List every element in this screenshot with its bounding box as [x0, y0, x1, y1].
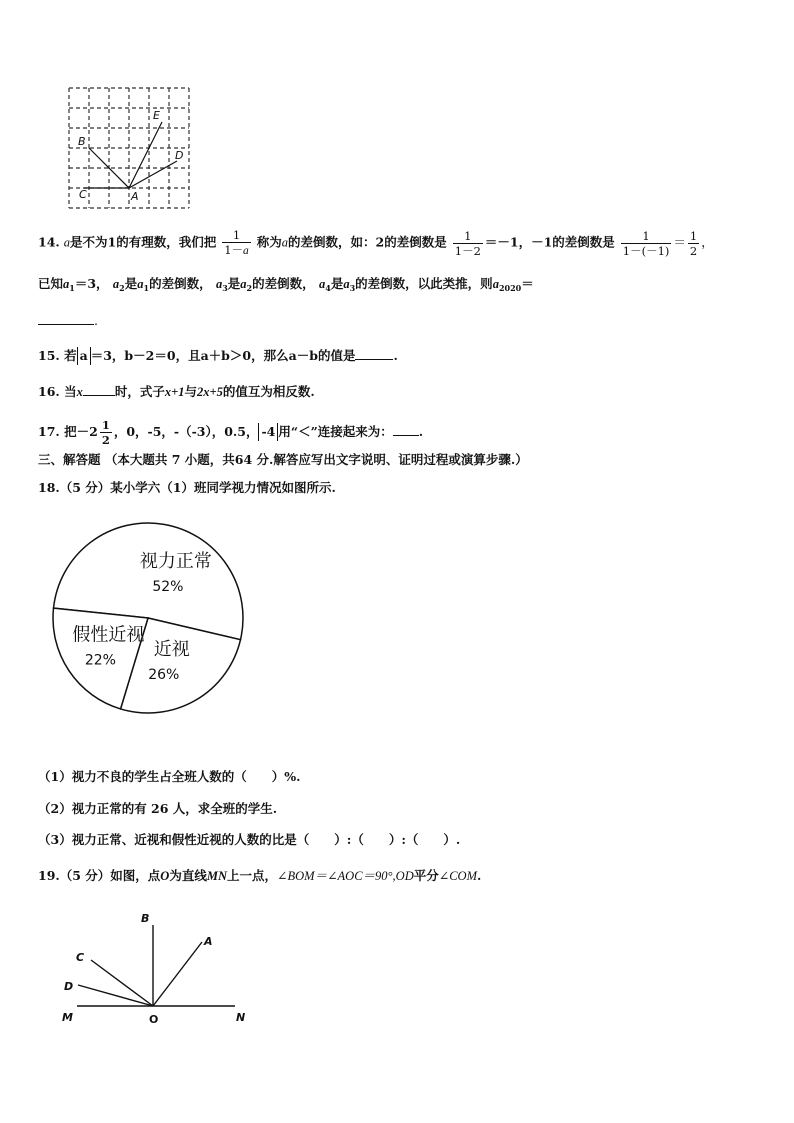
answer-blank[interactable]	[83, 383, 115, 396]
denominator: 1－2	[454, 243, 481, 258]
text: 用“＜”连接起来为：	[278, 424, 393, 439]
denominator: 2	[101, 433, 110, 447]
q17	[38, 418, 423, 447]
label-E: E	[153, 109, 160, 122]
text: 与	[184, 384, 198, 399]
denominator: 1－(－1)	[622, 243, 670, 258]
pie-slice-value-label: 26%	[148, 667, 180, 684]
text: 的差倒数，以此类推，则	[355, 276, 493, 291]
var-a: a	[492, 277, 499, 291]
text: ＝3，	[74, 276, 109, 291]
label-N: N	[236, 1011, 246, 1024]
subscript: 2	[119, 283, 125, 293]
text: 是	[330, 276, 344, 291]
label-C: C	[79, 188, 87, 201]
text: 称为	[256, 234, 282, 250]
label-O: O	[149, 1013, 159, 1026]
text: 的差倒数，	[252, 276, 315, 291]
q17-number: 17.	[38, 424, 60, 439]
var-a: a	[63, 235, 70, 250]
q14-line-1	[38, 228, 714, 258]
label-M: M	[62, 1011, 73, 1024]
text: ，	[701, 234, 714, 250]
q18-sub-2: （2）视力正常的有 26 人，求全班的学生.	[38, 801, 278, 816]
text: 是	[227, 276, 241, 291]
text: 19.（5 分）如图，点	[38, 868, 161, 883]
var-a: a	[137, 277, 144, 291]
label-A: A	[204, 935, 213, 948]
q14-number: 14.	[38, 234, 60, 250]
subscript: 3	[222, 283, 228, 293]
q16	[38, 383, 315, 401]
text: a	[79, 348, 88, 363]
subscript: 1	[69, 283, 75, 293]
denominator: 2	[689, 243, 698, 258]
subscript: 1	[143, 283, 150, 293]
fraction-1-over-1-minus-neg1	[621, 229, 672, 258]
text: .	[94, 313, 98, 328]
fraction-1-over-1-minus-a	[222, 228, 251, 258]
denominator	[222, 242, 251, 258]
text: 1－	[224, 243, 244, 257]
text: .	[477, 868, 482, 883]
q18-sub-1: （1）视力不良的学生占全班人数的（ ）%.	[38, 769, 301, 784]
label-D: D	[175, 149, 184, 162]
fraction-1-over-2	[100, 418, 112, 447]
text: ＝3，b－2＝0，且a＋b＞0，那么a－b的值是	[90, 348, 356, 363]
pie-slice-value-label: 52%	[152, 579, 184, 596]
text: 是不为	[69, 234, 108, 250]
q16-number: 16.	[38, 384, 60, 399]
q15	[38, 347, 398, 365]
point-O: O	[160, 869, 170, 883]
numerator: 1	[689, 228, 698, 243]
var-a: a	[343, 277, 350, 291]
grid-figure	[62, 85, 197, 215]
text: ＝	[521, 276, 534, 291]
line-MN: MN	[206, 869, 227, 883]
label-D: D	[64, 980, 74, 993]
subscript: 2	[246, 283, 253, 293]
q19-stem	[38, 867, 481, 885]
var-a: a	[319, 277, 326, 291]
q14-line-2	[38, 275, 534, 297]
var-x: x	[76, 385, 83, 399]
angle-figure	[55, 905, 265, 1030]
pie-slice-label: 假性近视	[72, 624, 145, 646]
subscript: 2020	[498, 283, 522, 293]
text: 上一点，	[227, 868, 278, 883]
var-a: a	[281, 235, 289, 250]
text: -4	[261, 424, 276, 439]
var-a: a	[215, 277, 223, 291]
answer-blank[interactable]	[38, 312, 94, 325]
q15-number: 15.	[38, 348, 60, 363]
label-A: A	[131, 190, 139, 203]
q18-stem: 18.（5 分）某小学六（1）班同学视力情况如图所示.	[38, 480, 336, 495]
ray-OC	[91, 960, 153, 1006]
label-B: B	[141, 912, 150, 925]
text: 的值互为相反数.	[222, 384, 315, 399]
label-B: B	[78, 135, 86, 148]
answer-blank[interactable]	[393, 423, 419, 436]
answer-blank[interactable]	[355, 347, 393, 360]
label-C: C	[76, 951, 85, 964]
equation: ∠BOM＝∠AOC＝90°,OD	[277, 869, 414, 883]
fraction-1-over-2	[688, 229, 699, 258]
text: 的差倒数，如：	[288, 234, 376, 250]
text: .	[393, 348, 398, 363]
text: 若	[64, 348, 77, 363]
text: 已知	[38, 276, 64, 291]
text: 为直线	[169, 868, 207, 883]
var-a: a	[63, 277, 70, 291]
subscript: 3	[349, 283, 356, 293]
pie-slice-value-label: 22%	[84, 652, 116, 669]
expression: 2x+5	[197, 385, 223, 399]
expression: x+1	[164, 385, 185, 399]
text: 的差倒数是	[384, 234, 447, 250]
numerator: 1	[101, 418, 110, 432]
text: 2	[375, 234, 385, 250]
pie-slice-label: 近视	[153, 639, 190, 661]
subscript: 4	[325, 283, 331, 293]
text: ，0，-5，-（-3），0.5，	[113, 424, 259, 439]
text: 把－2	[64, 424, 98, 439]
text: ＝－1，－1的差倒数是	[484, 234, 615, 250]
section-3-heading: 三、解答题 （本大题共 7 小题，共64 分.解答应写出文字说明、证明过程或演算步骤.）	[38, 452, 528, 467]
fraction-1-over-1-minus-2	[453, 229, 483, 258]
q14-line-3	[38, 312, 98, 330]
text: 的差倒数，	[149, 276, 212, 291]
q18-sub-3: （3）视力正常、近视和假性近视的人数的比是（ ）:（ ）:（ ）.	[38, 832, 461, 847]
pie-chart	[50, 518, 250, 718]
abs-a	[77, 347, 91, 365]
numerator: 1	[642, 228, 650, 243]
pie-slice-label: 视力正常	[139, 551, 212, 573]
text: 是	[124, 276, 138, 291]
text: 平分	[413, 868, 439, 883]
text: 的有理数，我们把	[116, 234, 217, 250]
ray-OD	[78, 985, 153, 1006]
text: 时，式子	[114, 384, 165, 399]
var-a: a	[243, 245, 249, 257]
numerator: 1	[464, 228, 472, 243]
var-a: a	[240, 277, 247, 291]
text: 当	[64, 384, 77, 399]
angle-COM: ∠COM	[438, 869, 477, 883]
text: ＝	[673, 234, 686, 250]
text: 1	[107, 234, 117, 250]
ray-OA	[153, 942, 202, 1006]
var-a: a	[112, 277, 120, 291]
numerator: 1	[232, 228, 241, 242]
abs-neg-4	[258, 423, 278, 441]
text: .	[418, 424, 424, 439]
